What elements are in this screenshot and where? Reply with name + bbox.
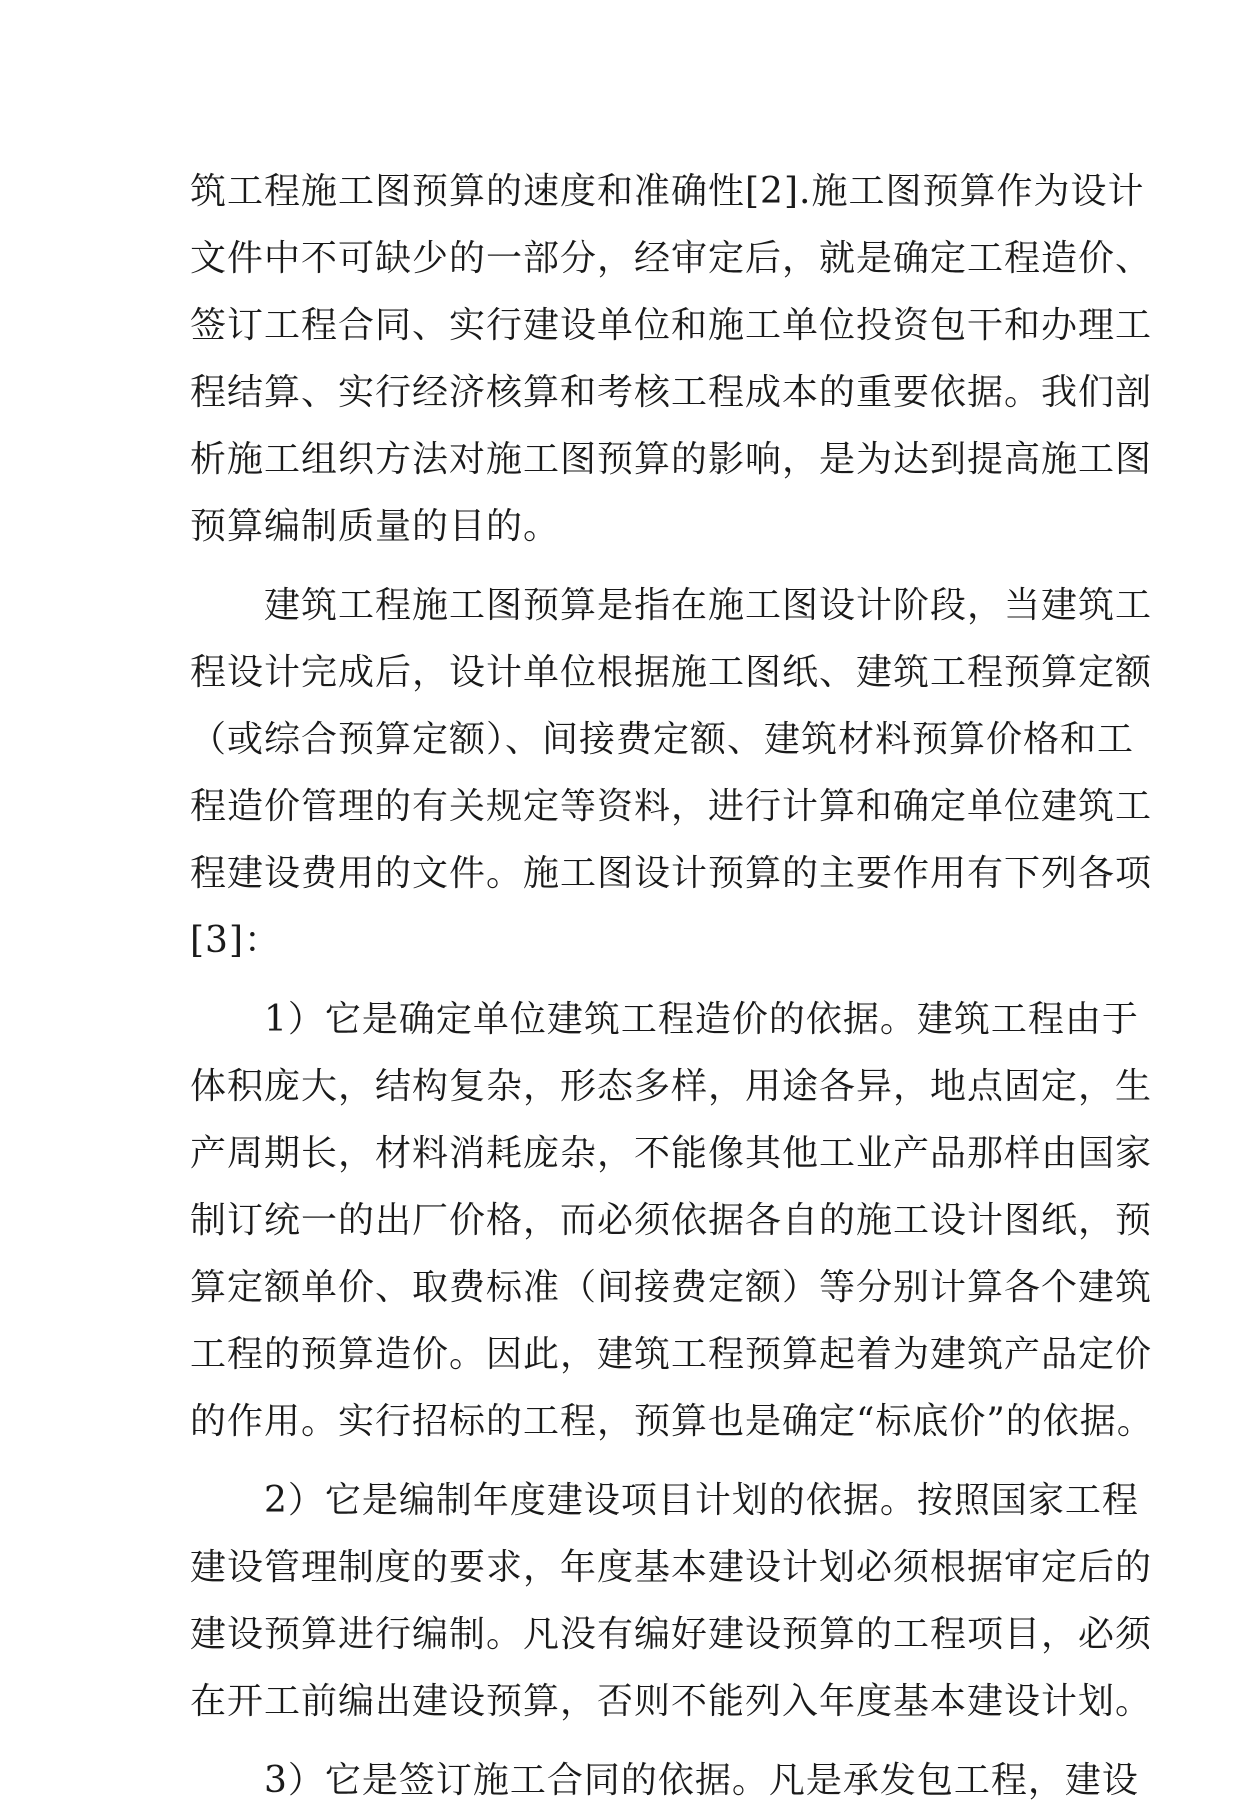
paragraph-5 xyxy=(190,1747,1139,1814)
text-line: 制订统一的出厂价格，而必须依据各自的施工设计图纸，预 xyxy=(190,1200,1153,1241)
text-line: 2）它是编制年度建设项目计划的依据。按照国家工程 xyxy=(190,1480,1139,1521)
paragraph-2 xyxy=(190,572,1153,974)
text-line: 程造价管理的有关规定等资料，进行计算和确定单位建筑工 xyxy=(190,786,1153,827)
paragraph-1 xyxy=(190,158,1153,560)
document-body xyxy=(190,158,1154,1814)
text-line: 工程的预算造价。因此，建筑工程预算起着为建筑产品定价 xyxy=(190,1334,1153,1375)
text-line: 体积庞大，结构复杂，形态多样，用途各异，地点固定，生 xyxy=(190,1066,1153,1107)
paragraph-4 xyxy=(190,1467,1153,1735)
text-line: 产周期长，材料消耗庞杂，不能像其他工业产品那样由国家 xyxy=(190,1133,1153,1174)
text-line: 程设计完成后，设计单位根据施工图纸、建筑工程预算定额 xyxy=(190,652,1153,693)
text-line: （或综合预算定额）、间接费定额、建筑材料预算价格和工 xyxy=(190,719,1135,760)
text-line: 建筑工程施工图预算是指在施工图设计阶段，当建筑工 xyxy=(190,585,1153,626)
text-line: 筑工程施工图预算的速度和准确性[2].施工图预算作为设计 xyxy=(190,171,1145,212)
text-line: 签订工程合同、实行建设单位和施工单位投资包干和办理工 xyxy=(190,305,1153,346)
text-line: 3）它是签订施工合同的依据。凡是承发包工程，建设 xyxy=(190,1760,1139,1801)
paragraph-3 xyxy=(190,986,1154,1455)
text-line: 建设预算进行编制。凡没有编好建设预算的工程项目，必须 xyxy=(190,1614,1153,1655)
text-line: 在开工前编出建设预算，否则不能列入年度基本建设计划。 xyxy=(190,1681,1153,1722)
text-line: 预算编制质量的目的。 xyxy=(190,506,561,547)
text-line: 的作用。实行招标的工程，预算也是确定“标底价”的依据。 xyxy=(190,1401,1154,1442)
text-line: 算定额单价、取费标准（间接费定额）等分别计算各个建筑 xyxy=(190,1267,1153,1308)
text-line: 文件中不可缺少的一部分，经审定后，就是确定工程造价、 xyxy=(190,238,1153,279)
text-line: 程建设费用的文件。施工图设计预算的主要作用有下列各项 xyxy=(190,853,1153,894)
text-line: 析施工组织方法对施工图预算的影响，是为达到提高施工图 xyxy=(190,439,1153,480)
paragraph-gap xyxy=(190,560,1070,572)
text-line: 建设管理制度的要求，年度基本建设计划必须根据审定后的 xyxy=(190,1547,1153,1588)
paragraph-gap xyxy=(190,974,1070,986)
text-line: [3]： xyxy=(190,920,281,961)
paragraph-gap xyxy=(190,1455,1070,1467)
text-line: 1）它是确定单位建筑工程造价的依据。建筑工程由于 xyxy=(190,999,1139,1040)
paragraph-gap xyxy=(190,1735,1070,1747)
text-line: 程结算、实行经济核算和考核工程成本的重要依据。我们剖 xyxy=(190,372,1153,413)
